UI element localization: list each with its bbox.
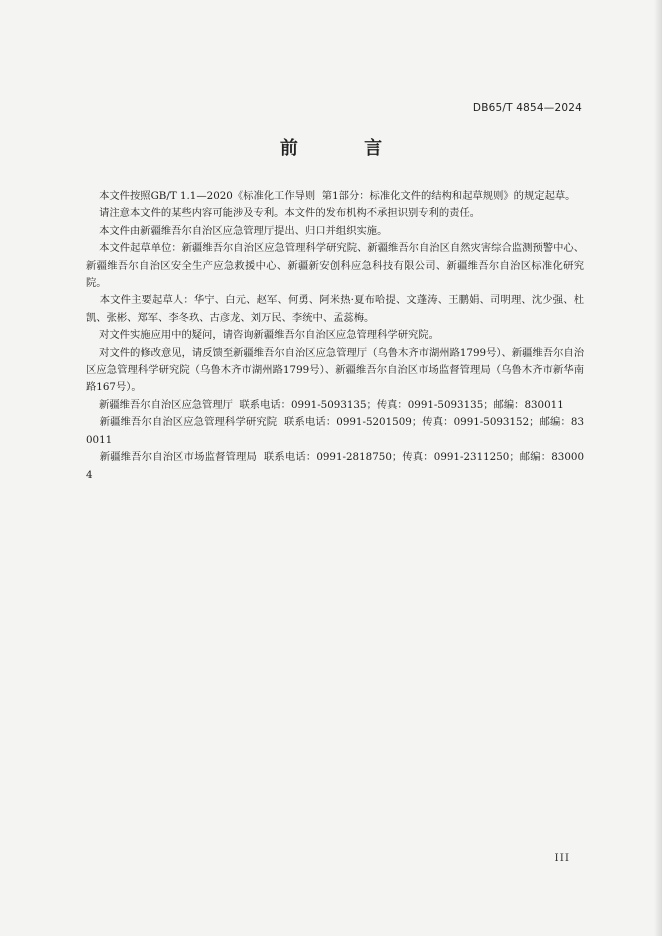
- paragraph-proposer: 本文件由新疆维吾尔自治区应急管理厅提出、归口并组织实施。: [86, 224, 388, 237]
- paragraph-drafting-rules: 本文件按照GB/T 1.1—2020《标准化工作导则 第1部分：标准化文件的结构和起草规则》的规定起草。: [86, 190, 576, 202]
- paragraph-drafters: 本文件主要起草人：华宁、白元、赵军、何勇、阿米热·夏布哈提、文蓬涛、王鹏娟、司明理、沈少强、杜凯、张彬、郑军、李冬玖、古彦龙、刘万民、李统中、孟蕊梅。: [86, 294, 584, 324]
- paragraph-drafting-units: 本文件起草单位：新疆维吾尔自治区应急管理科学研究院、新疆维吾尔自治区自然灾害综合监测预警中心、新疆维吾尔自治区安全生产应急救援中心、新疆新安创科应急科技有限公司、新疆维吾尔自治区标准化研究院。: [86, 242, 584, 290]
- paragraph-inquiries: 对文件实施应用中的疑问，请咨询新疆维吾尔自治区应急管理科学研究院。: [86, 329, 439, 342]
- foreword-body: [86, 188, 584, 484]
- paragraph-contact-research-institute: 新疆维吾尔自治区应急管理科学研究院 联系电话：0991-5201509；传真：0991-5093152；邮编：830011: [86, 416, 585, 446]
- page-title: 前 言: [279, 138, 413, 159]
- page-number: III: [554, 852, 570, 864]
- page-edge-shadow: [654, 0, 662, 936]
- paragraph-contact-market-bureau: 新疆维吾尔自治区市场监督管理局 联系电话：0991-2818750；传真：0991-2311250；邮编：830004: [86, 451, 584, 481]
- paragraph-contact-emergency-dept: 新疆维吾尔自治区应急管理厅 联系电话：0991-5093135；传真：0991-5093135；邮编：830011: [86, 398, 564, 411]
- document-code: DB65/T 4854—2024: [472, 102, 582, 114]
- paragraph-patent-notice: 请注意本文件的某些内容可能涉及专利。本文件的发布机构不承担识别专利的责任。: [86, 207, 481, 220]
- paragraph-feedback: 对文件的修改意见，请反馈至新疆维吾尔自治区应急管理厅（乌鲁木齐市湖州路1799号）、新疆维吾尔自治区应急管理科学研究院（乌鲁木齐市湖州路1799号）、新疆维吾尔自治区市场监督管理局（乌鲁木齐市新华南路167号）。: [86, 346, 584, 394]
